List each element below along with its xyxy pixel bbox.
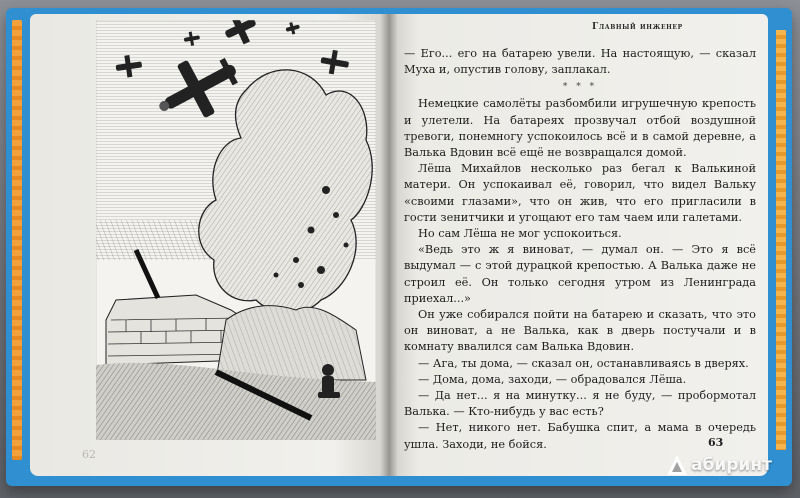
paragraph: Немецкие самолёты разбомбили игрушечную крепость и улетели. На батареях прозвучал отбой воздушной тревоги, понемногу успокоилось всё и в самой деревне, а Валька Вдовин всё ещё не возвращался домой. bbox=[404, 97, 756, 160]
labirint-logo-icon bbox=[666, 454, 688, 476]
cover-right-edge bbox=[776, 30, 786, 450]
page-text bbox=[404, 46, 756, 453]
paragraph: — Да нет... я на минутку... я не буду, — пробормотал Валька. — Кто-нибудь у вас есть? bbox=[404, 389, 756, 419]
page-number: 63 bbox=[708, 436, 724, 449]
paragraph: Он уже собирался пойти на батарею и сказать, что это он виноват, а не Валька, как в дверь постучали и в комнату ввалился сам Валька Вдовин. bbox=[404, 308, 756, 354]
book-gutter bbox=[380, 14, 398, 476]
section-separator: * * * bbox=[562, 82, 598, 93]
running-head: Главный инженер bbox=[592, 22, 683, 32]
watermark-text: абиринт bbox=[691, 455, 772, 475]
paragraph: — Нет, никого нет. Бабушка спит, а мама в очередь ушла. Заходи, не бойся. bbox=[404, 421, 756, 451]
illustration-drawing bbox=[96, 20, 376, 440]
cover-left-edge bbox=[12, 20, 22, 460]
left-page-number: 62 bbox=[82, 448, 96, 461]
paragraph: — Его... его на батарею увели. На настоящую, — сказал Муха и, опустив голову, заплакал. bbox=[404, 47, 756, 77]
paragraph: Но сам Лёша не мог успокоиться. bbox=[418, 227, 622, 241]
watermark bbox=[666, 454, 772, 476]
war-scene-illustration-icon bbox=[96, 20, 376, 440]
paragraph: — Дома, дома, заходи, — обрадовался Лёша. bbox=[418, 372, 687, 386]
paragraph: «Ведь это ж я виноват, — думал он. — Это я всё выдумал — с этой дурацкой крепостью. А Валька даже не строил её. Он только сегодня утром из Ленинграда приехал...» bbox=[404, 243, 756, 305]
paragraph: — Ага, ты дома, — сказал он, останавливаясь в дверях. bbox=[418, 356, 749, 370]
paragraph: Лёша Михайлов несколько раз бегал к Валькиной матери. Он успокаивал её, говорил, что видел Вальку «своими глазами», что он жив, что его пригласили в гости зенитчики и угощают его там чаем или галетами. bbox=[404, 162, 756, 224]
